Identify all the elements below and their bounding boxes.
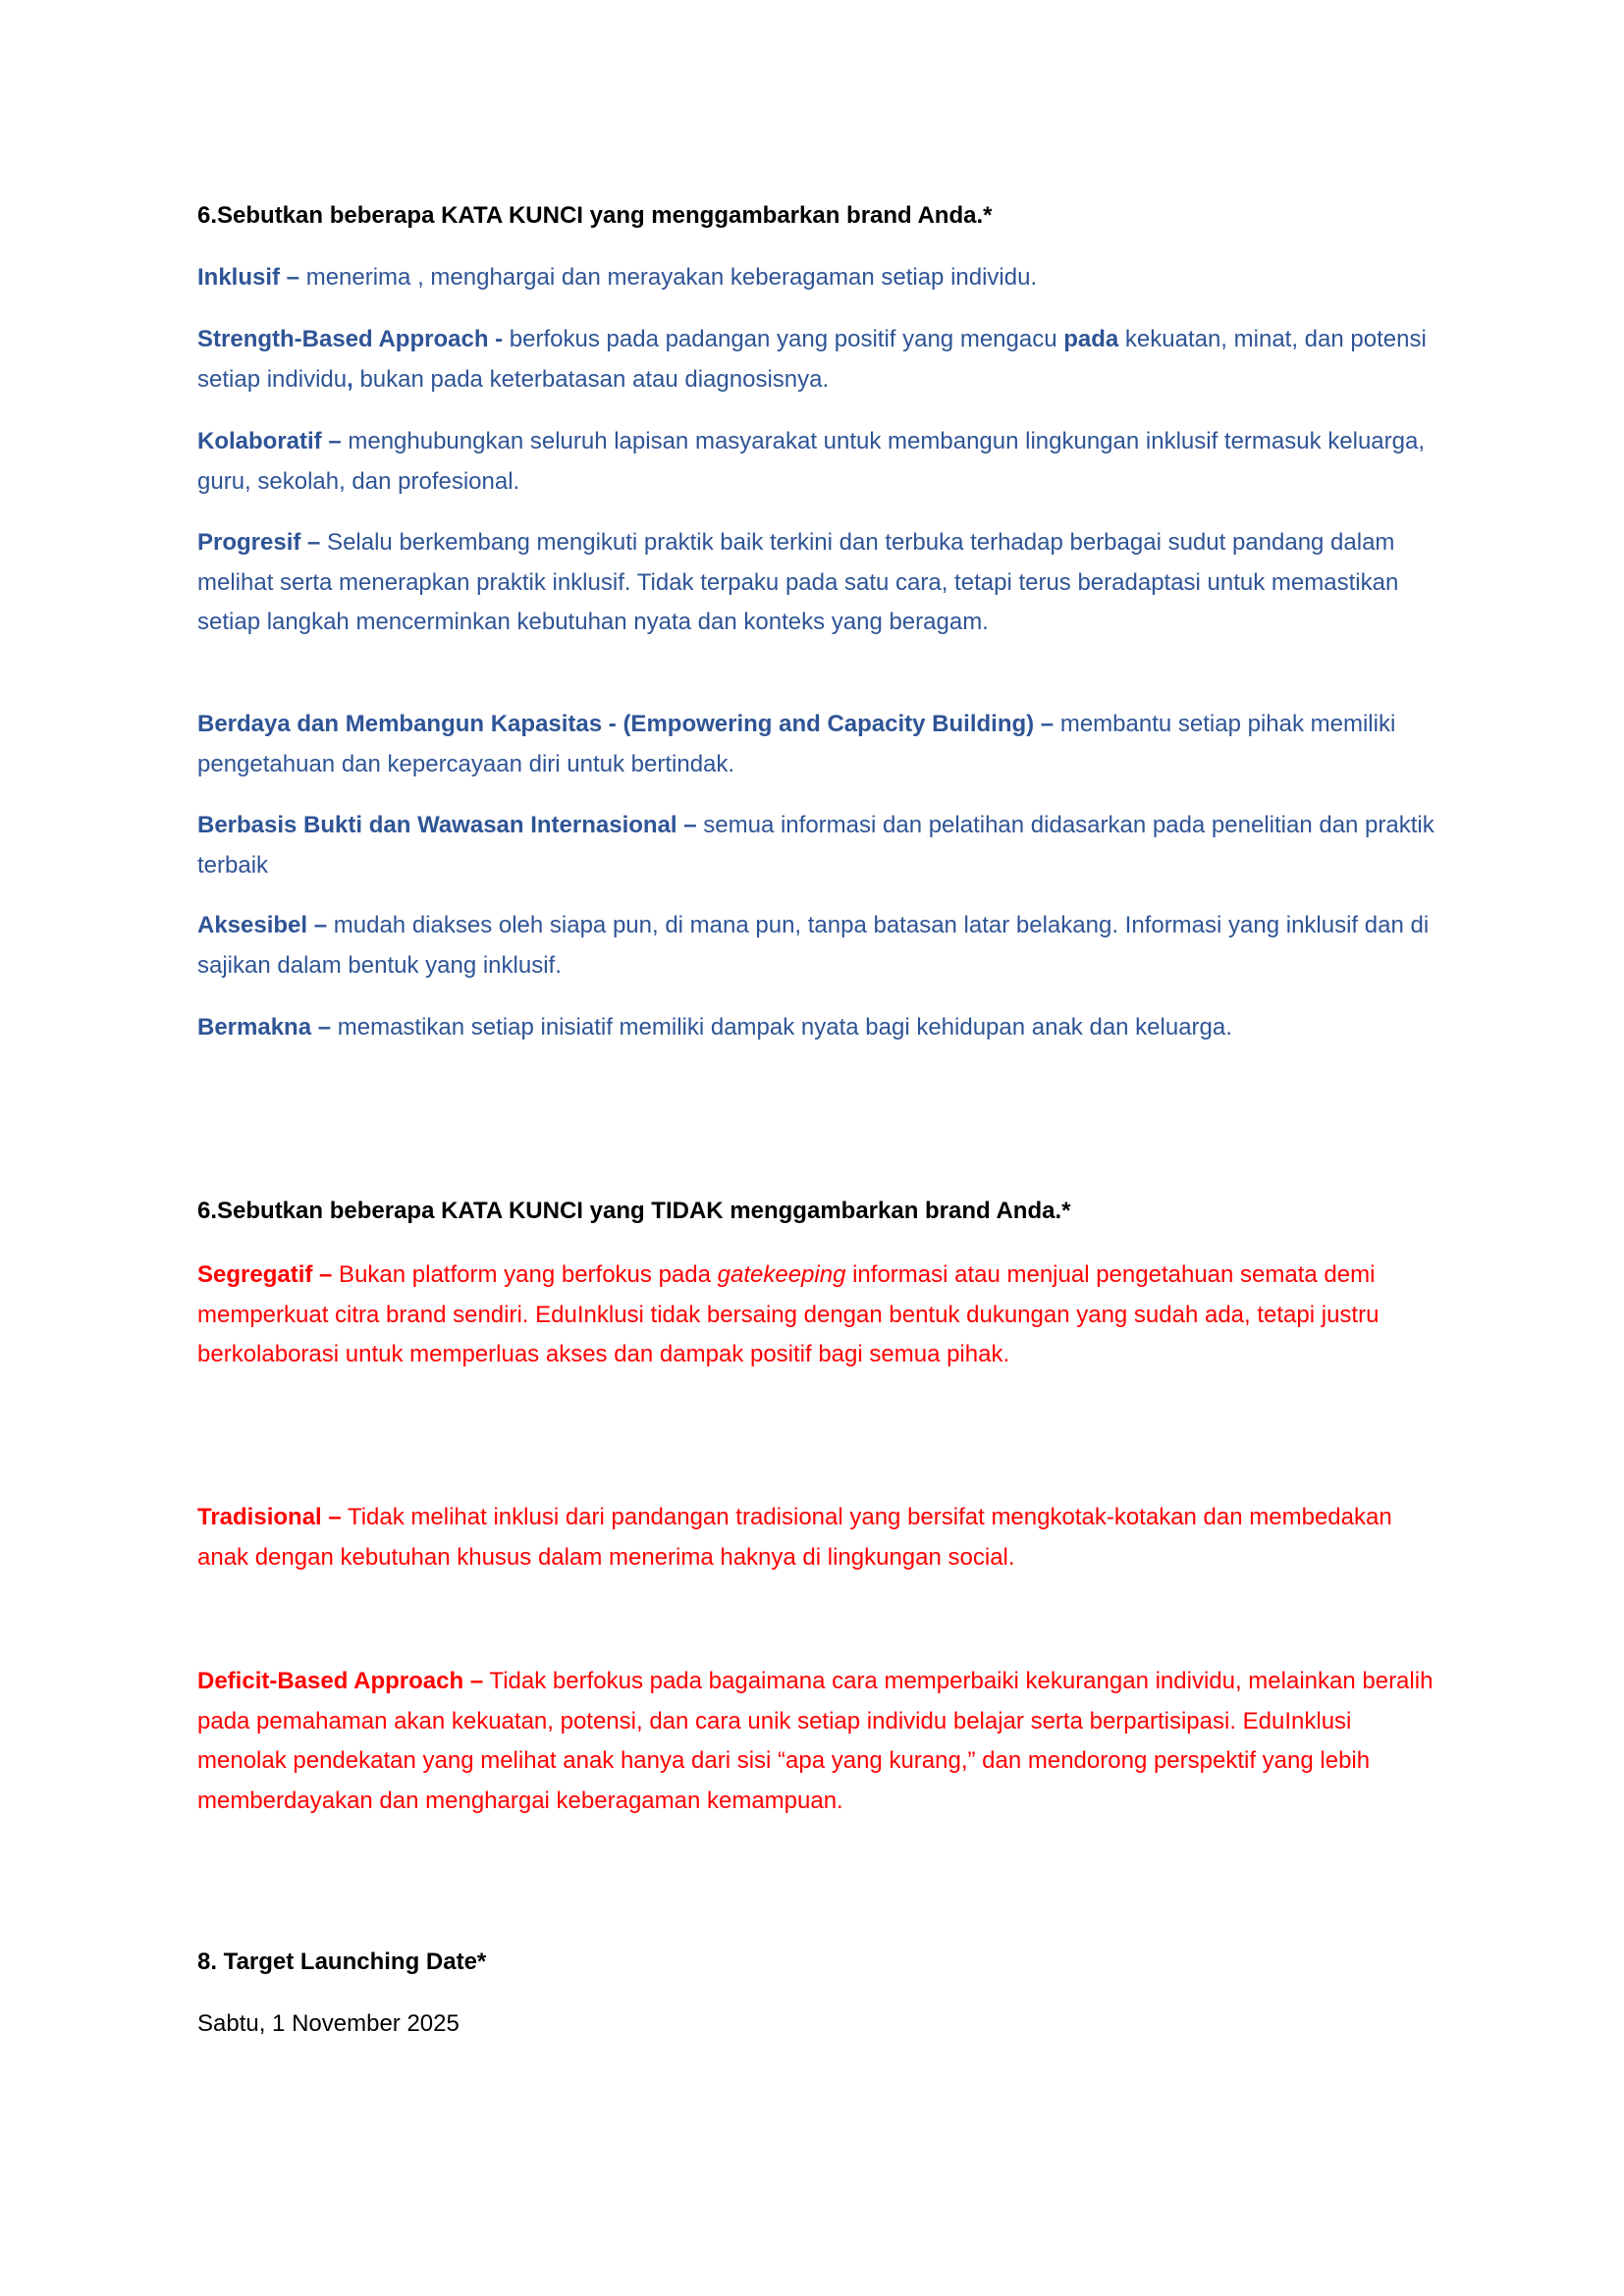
keyword-berbasis-bukti <box>197 806 1436 885</box>
keyword-description: informasi atau menjual pengetahuan semata demi memperkuat citra brand sendiri. EduInklusi tidak bersaing dengan bentuk dukungan yang sudah ada, tetapi justru berkolaborasi untuk memperluas akses dan dampak positif bagi semua pihak. <box>197 1261 1380 1367</box>
heading-keywords-positive: 6.Sebutkan beberapa KATA KUNCI yang menggambarkan brand Anda.* <box>197 202 993 229</box>
keyword-term: Berdaya dan Membangun Kapasitas - (Empowering and Capacity Building) – <box>197 711 1055 737</box>
keyword-term: Aksesibel – <box>197 912 328 938</box>
keyword-description: bukan pada keterbatasan atau diagnosisnya. <box>352 365 830 393</box>
keyword-berdaya <box>197 705 1436 784</box>
keyword-description: Tidak berfokus pada bagaimana cara memperbaiki kekurangan individu, melainkan beralih pada pemahaman akan kekuatan, potensi, dan cara unik setiap individu belajar serta berpartisipasi. EduInklusi menolak pendekatan yang melihat anak hanya dari sisi “apa yang kurang,” dan mendorong perspektif yang lebih memberdayakan dan menghargai keberagaman kemampuan. <box>197 1668 1434 1814</box>
keyword-term: Inklusif – <box>197 264 300 291</box>
keyword-term: Kolaboratif – <box>197 428 342 454</box>
keyword-aksesibel <box>197 906 1436 986</box>
keyword-description: Tidak melihat inklusi dari pandangan tradisional yang bersifat mengkotak-kotakan dan membedakan anak dengan kebutuhan khusus dalam menerima haknya di lingkungan social. <box>197 1504 1392 1571</box>
keyword-term: Berbasis Bukti dan Wawasan Internasional – <box>197 812 697 838</box>
keyword-description: Bukan platform yang berfokus pada <box>332 1261 718 1288</box>
keyword-strength-based <box>197 320 1436 400</box>
keyword-description: Selalu berkembang mengikuti praktik baik terkini dan terbuka terhadap berbagai sudut pandang dalam melihat serta menerapkan praktik inklusif. Tidak terpaku pada satu cara, tetapi terus beradaptasi untuk memastikan setiap langkah mencerminkan kebutuhan nyata dan konteks yang beragam. <box>197 529 1399 635</box>
heading-keywords-negative: 6.Sebutkan beberapa KATA KUNCI yang TIDAK menggambarkan brand Anda.* <box>197 1198 1071 1224</box>
keyword-term: Deficit-Based Approach – <box>197 1668 484 1694</box>
keyword-inklusif <box>197 258 1436 298</box>
keyword-bermakna <box>197 1008 1436 1048</box>
keyword-description: membantu setiap pihak memiliki pengetahuan dan kepercayaan diri untuk bertindak. <box>197 711 1396 777</box>
keyword-description: menghubungkan seluruh lapisan masyarakat untuk membangun lingkungan inklusif termasuk keluarga, guru, sekolah, dan profesional. <box>197 428 1426 495</box>
launch-date-value: Sabtu, 1 November 2025 <box>197 2010 460 2037</box>
keyword-emphasis: gatekeeping <box>717 1261 846 1288</box>
keyword-tradisional <box>197 1498 1436 1577</box>
keyword-description: memastikan setiap inisiatif memiliki dampak nyata bagi kehidupan anak dan keluarga. <box>331 1014 1232 1041</box>
heading-launch-date: 8. Target Launching Date* <box>197 1949 487 1975</box>
keyword-term: Progresif – <box>197 529 321 556</box>
keyword-emphasis: pada <box>1063 326 1119 352</box>
keyword-emphasis: , <box>347 365 353 393</box>
keyword-term: Segregatif – <box>197 1261 333 1288</box>
keyword-kolaboratif <box>197 422 1436 502</box>
keyword-description: semua informasi dan pelatihan didasarkan pada penelitian dan praktik terbaik <box>197 812 1435 879</box>
keyword-segregatif <box>197 1255 1436 1375</box>
keyword-description: mudah diakses oleh siapa pun, di mana pun, tanpa batasan latar belakang. Informasi yang inklusif dan di sajikan dalam bentuk yang inklusif. <box>197 912 1430 979</box>
keyword-term: Tradisional – <box>197 1504 342 1530</box>
keyword-description: kekuatan, minat, dan potensi setiap individu <box>197 326 1427 393</box>
keyword-description: menerima , menghargai dan merayakan keberagaman setiap individu. <box>299 264 1038 291</box>
keyword-progresif <box>197 523 1436 643</box>
keyword-term: Bermakna – <box>197 1014 332 1041</box>
keyword-deficit-based <box>197 1662 1436 1821</box>
keyword-description: berfokus pada padangan yang positif yang mengacu <box>503 326 1064 352</box>
keyword-term: Strength-Based Approach - <box>197 326 504 352</box>
